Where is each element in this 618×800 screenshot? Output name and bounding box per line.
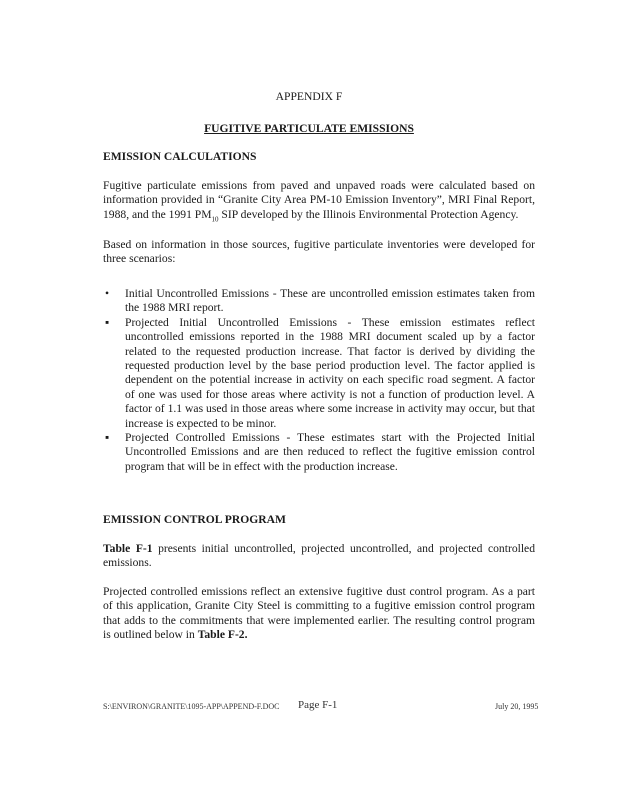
paragraph-table-f1 [103,542,535,571]
paragraph-scenarios: Based on information in those sources, fugitive particulate inventories were developed for three scenarios: [103,238,535,266]
list-item [103,287,535,316]
list-item-text: Projected Controlled Emissions - These estimates start with the Projected Initial Uncontrolled Emissions and are then reduced to reflect the fugitive emission control program that will be in effect with the production increase. [125,431,535,473]
page-title [0,122,618,136]
paragraph-sources-text-a: Fugitive particulate emissions from paved and unpaved roads were calculated based on information provided in “Granite City Area PM-10 Emission Inventory”, MRI Final Report, 1988, and the 1991 PM [103,179,535,221]
table-f1-reference: Table F-1 [103,542,153,555]
bullet-icon: • [105,287,110,300]
section-heading-emission-calculations: EMISSION CALCULATIONS [103,150,257,163]
list-item [103,316,535,431]
page-title-text: FUGITIVE PARTICULATE EMISSIONS [204,122,414,135]
paragraph-control-program [103,585,535,643]
paragraph-sources-text-b: SIP developed by the Illinois Environmental Protection Agency. [218,207,519,221]
paragraph-sources [103,179,535,222]
pm-subscript: 10 [211,215,219,224]
footer-date: July 20, 1995 [495,702,539,711]
list-item [103,431,535,474]
footer-file-path: S:\ENVIRON\GRANITE\1095-APP\APPEND-F.DOC [103,702,280,711]
paragraph-control-program-text: Projected controlled emissions reflect an extensive fugitive dust control program. As a part of this application, Granite City Steel is committing to a fugitive emission control program that adds to the commitments that were implemented earlier. The resulting control program is outlined below in [103,585,535,642]
table-f2-reference: Table F-2. [197,628,248,642]
paragraph-table-f1-text: presents initial uncontrolled, projected uncontrolled, and projected controlled emissions. [103,542,535,570]
bullet-icon: ▪ [105,431,110,445]
list-item-text: Projected Initial Uncontrolled Emissions - These emission estimates reflect uncontrolled emissions reported in the 1988 MRI document scaled up by a factor related to the requested production increase. That factor is derived by dividing the requested production level by the base period production level. The factor applied is dependent on the potential increase in activity on each specific road segment. A factor of one was used for those areas where activity is not a function of production level. A factor of 1.1 was used in those areas where some increase in activity may occur, but that increase is expected to be minor. [125,315,535,430]
footer-page-number: Page F-1 [298,699,338,711]
bullet-icon: ▪ [105,315,110,329]
section-heading-emission-control-program: EMISSION CONTROL PROGRAM [103,513,286,526]
scenario-list [103,287,535,474]
list-item-text: Initial Uncontrolled Emissions - These are uncontrolled emission estimates taken from the 1988 MRI report. [125,287,535,315]
appendix-label: APPENDIX F [275,90,343,103]
